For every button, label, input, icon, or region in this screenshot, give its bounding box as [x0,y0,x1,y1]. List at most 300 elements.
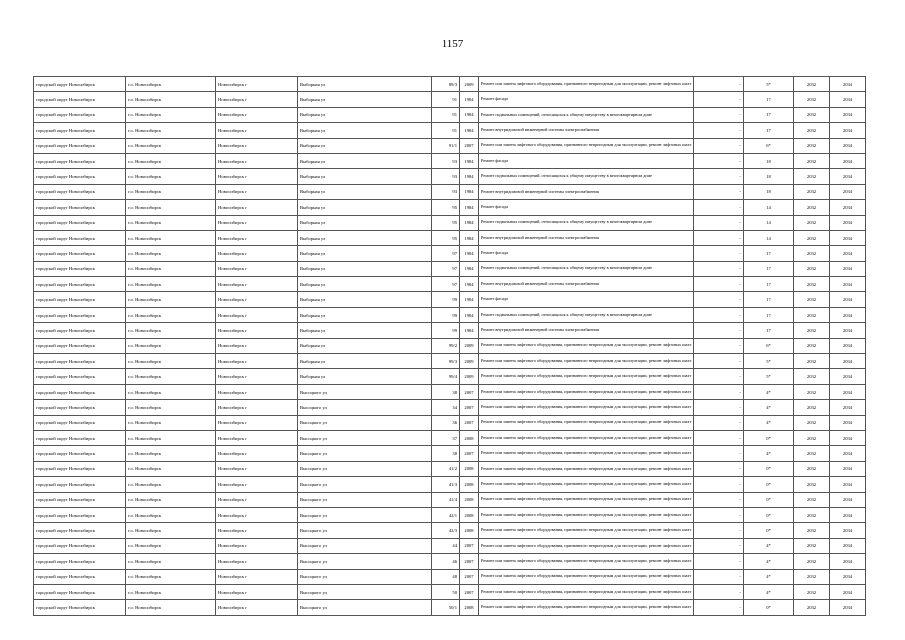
cell-count: 18 [744,169,794,184]
cell-district: г.о. Новосибирск [126,261,216,276]
cell-start-year: 2032 [794,338,830,353]
cell-build-year: 1984 [460,261,479,276]
cell-house-number: 36 [432,415,460,430]
cell-start-year: 2032 [794,523,830,538]
table-row [34,138,866,153]
cell-municipality: городской округ Новосибирск [34,169,126,184]
cell-work-type: Ремонт или замена лифтового оборудования, признанного непригодным для эксплуатации, ремонт лифтовых шахт [479,77,694,92]
cell-municipality: городской округ Новосибирск [34,277,126,292]
cell-count: 4* [744,569,794,584]
cell-count: 17 [744,323,794,338]
cell-count: 5* [744,369,794,384]
cell-build-year: 2008 [460,461,479,476]
cell-locality: Новосибирск г [216,230,298,245]
cell-municipality: городской округ Новосибирск [34,77,126,92]
cell-municipality: городской округ Новосибирск [34,492,126,507]
cell-end-year: 2034 [830,292,866,307]
table-row [34,92,866,107]
cell-blank-col: - [694,92,744,107]
table-row [34,523,866,538]
cell-start-year: 2032 [794,277,830,292]
cell-street: Высоцкого ул [298,538,432,553]
cell-house-number: 93 [432,169,460,184]
cell-district: г.о. Новосибирск [126,461,216,476]
cell-count: 17 [744,261,794,276]
cell-street: Выборная ул [298,246,432,261]
cell-municipality: городской округ Новосибирск [34,323,126,338]
cell-blank-col: - [694,523,744,538]
cell-start-year: 2032 [794,169,830,184]
cell-municipality: городской округ Новосибирск [34,384,126,399]
cell-locality: Новосибирск г [216,200,298,215]
cell-district: г.о. Новосибирск [126,215,216,230]
cell-locality: Новосибирск г [216,415,298,430]
cell-locality: Новосибирск г [216,446,298,461]
registry-table-body [34,77,866,616]
cell-municipality: городской округ Новосибирск [34,523,126,538]
cell-house-number: 34 [432,400,460,415]
cell-work-type: Ремонт подвальных помещений, относящихся к общему имуществу в многоквартирном доме [479,261,694,276]
cell-street: Выборная ул [298,323,432,338]
cell-build-year: 1984 [460,200,479,215]
cell-municipality: городской округ Новосибирск [34,369,126,384]
page-number: 1157 [441,38,464,50]
cell-count: 4* [744,400,794,415]
cell-count: 14 [744,215,794,230]
cell-build-year: 1984 [460,246,479,261]
cell-locality: Новосибирск г [216,77,298,92]
cell-blank-col: - [694,107,744,122]
cell-municipality: городской округ Новосибирск [34,138,126,153]
cell-end-year: 2034 [830,107,866,122]
cell-street: Высоцкого ул [298,477,432,492]
cell-end-year: 2034 [830,415,866,430]
cell-house-number: 93 [432,153,460,168]
cell-street: Высоцкого ул [298,446,432,461]
cell-municipality: городской округ Новосибирск [34,184,126,199]
cell-work-type: Ремонт внутридомовой инженерной системы электроснабжения [479,230,694,245]
cell-municipality: городской округ Новосибирск [34,415,126,430]
table-row [34,430,866,445]
cell-district: г.о. Новосибирск [126,123,216,138]
cell-end-year: 2034 [830,384,866,399]
cell-build-year: 2008 [460,600,479,615]
cell-district: г.о. Новосибирск [126,523,216,538]
table-row [34,369,866,384]
cell-end-year: 2034 [830,200,866,215]
cell-locality: Новосибирск г [216,384,298,399]
cell-district: г.о. Новосибирск [126,107,216,122]
cell-build-year: 1984 [460,307,479,322]
table-row [34,107,866,122]
cell-district: г.о. Новосибирск [126,554,216,569]
cell-blank-col: - [694,584,744,599]
table-row [34,415,866,430]
cell-count: 17 [744,123,794,138]
cell-count: 17 [744,246,794,261]
cell-blank-col: - [694,507,744,522]
cell-house-number: 99 [432,307,460,322]
cell-blank-col: - [694,461,744,476]
cell-work-type: Ремонт или замена лифтового оборудования, признанного непригодным для эксплуатации, ремонт лифтовых шахт [479,138,694,153]
cell-work-type: Ремонт внутридомовой инженерной системы электроснабжения [479,123,694,138]
cell-count: 0* [744,523,794,538]
cell-locality: Новосибирск г [216,123,298,138]
cell-house-number: 95 [432,230,460,245]
cell-district: г.о. Новосибирск [126,184,216,199]
cell-locality: Новосибирск г [216,261,298,276]
cell-street: Высоцкого ул [298,569,432,584]
cell-end-year: 2034 [830,600,866,615]
cell-street: Высоцкого ул [298,430,432,445]
cell-end-year: 2034 [830,584,866,599]
cell-house-number: 95 [432,200,460,215]
cell-end-year: 2034 [830,338,866,353]
cell-build-year: 1984 [460,92,479,107]
cell-municipality: городской округ Новосибирск [34,261,126,276]
cell-district: г.о. Новосибирск [126,538,216,553]
cell-municipality: городской округ Новосибирск [34,92,126,107]
cell-district: г.о. Новосибирск [126,200,216,215]
cell-street: Выборная ул [298,230,432,245]
table-row [34,153,866,168]
cell-street: Выборная ул [298,153,432,168]
cell-end-year: 2034 [830,230,866,245]
cell-blank-col: - [694,354,744,369]
cell-street: Высоцкого ул [298,384,432,399]
cell-start-year: 2032 [794,246,830,261]
table-row [34,184,866,199]
cell-end-year: 2034 [830,261,866,276]
cell-street: Выборная ул [298,200,432,215]
cell-count: 17 [744,292,794,307]
cell-blank-col: - [694,477,744,492]
cell-end-year: 2034 [830,169,866,184]
cell-work-type: Ремонт подвальных помещений, относящихся к общему имуществу в многоквартирном доме [479,215,694,230]
cell-work-type: Ремонт или замена лифтового оборудования, признанного непригодным для эксплуатации, ремонт лифтовых шахт [479,354,694,369]
cell-blank-col: - [694,292,744,307]
cell-count: 17 [744,92,794,107]
cell-count: 0* [744,477,794,492]
cell-blank-col: - [694,138,744,153]
cell-street: Выборная ул [298,215,432,230]
cell-locality: Новосибирск г [216,477,298,492]
cell-street: Выборная ул [298,138,432,153]
cell-district: г.о. Новосибирск [126,169,216,184]
table-row [34,230,866,245]
cell-start-year: 2032 [794,492,830,507]
cell-street: Выборная ул [298,307,432,322]
cell-end-year: 2034 [830,477,866,492]
cell-locality: Новосибирск г [216,507,298,522]
cell-district: г.о. Новосибирск [126,400,216,415]
cell-blank-col: - [694,200,744,215]
cell-municipality: городской округ Новосибирск [34,246,126,261]
cell-end-year: 2034 [830,554,866,569]
cell-work-type: Ремонт или замена лифтового оборудования, признанного непригодным для эксплуатации, ремонт лифтовых шахт [479,446,694,461]
cell-build-year: 2009 [460,369,479,384]
cell-municipality: городской округ Новосибирск [34,538,126,553]
cell-count: 18 [744,184,794,199]
cell-blank-col: - [694,184,744,199]
cell-build-year: 1984 [460,292,479,307]
cell-count: 4* [744,584,794,599]
cell-house-number: 91 [432,92,460,107]
cell-municipality: городской округ Новосибирск [34,430,126,445]
cell-municipality: городской округ Новосибирск [34,400,126,415]
cell-end-year: 2034 [830,507,866,522]
cell-start-year: 2032 [794,584,830,599]
cell-work-type: Ремонт фасада [479,92,694,107]
cell-start-year: 2032 [794,477,830,492]
table-row [34,600,866,615]
cell-count: 0* [744,492,794,507]
cell-count: 17 [744,277,794,292]
cell-district: г.о. Новосибирск [126,246,216,261]
cell-house-number: 50 [432,584,460,599]
cell-start-year: 2032 [794,554,830,569]
cell-work-type: Ремонт фасада [479,200,694,215]
cell-work-type: Ремонт или замена лифтового оборудования, признанного непригодным для эксплуатации, ремонт лифтовых шахт [479,400,694,415]
cell-locality: Новосибирск г [216,492,298,507]
cell-street: Высоцкого ул [298,461,432,476]
cell-end-year: 2034 [830,153,866,168]
cell-count: 4* [744,384,794,399]
cell-municipality: городской округ Новосибирск [34,338,126,353]
table-row [34,200,866,215]
cell-house-number: 91 [432,107,460,122]
cell-street: Высоцкого ул [298,492,432,507]
cell-blank-col: - [694,492,744,507]
cell-district: г.о. Новосибирск [126,323,216,338]
cell-locality: Новосибирск г [216,92,298,107]
cell-start-year: 2032 [794,92,830,107]
table-row [34,261,866,276]
cell-work-type: Ремонт или замена лифтового оборудования, признанного непригодным для эксплуатации, ремонт лифтовых шахт [479,569,694,584]
cell-build-year: 2007 [460,569,479,584]
cell-street: Высоцкого ул [298,400,432,415]
table-row [34,307,866,322]
cell-municipality: городской округ Новосибирск [34,569,126,584]
cell-count: 4* [744,538,794,553]
cell-start-year: 2032 [794,138,830,153]
cell-build-year: 2007 [460,384,479,399]
cell-start-year: 2032 [794,153,830,168]
cell-locality: Новосибирск г [216,569,298,584]
cell-build-year: 1984 [460,215,479,230]
cell-blank-col: - [694,153,744,168]
cell-start-year: 2032 [794,230,830,245]
cell-build-year: 2008 [460,507,479,522]
cell-district: г.о. Новосибирск [126,430,216,445]
cell-count: 18 [744,153,794,168]
cell-count: 14 [744,230,794,245]
cell-street: Высоцкого ул [298,600,432,615]
cell-work-type: Ремонт или замена лифтового оборудования, признанного непригодным для эксплуатации, ремонт лифтовых шахт [479,523,694,538]
cell-municipality: городской округ Новосибирск [34,507,126,522]
cell-blank-col: - [694,261,744,276]
cell-end-year: 2034 [830,461,866,476]
cell-blank-col: - [694,246,744,261]
cell-build-year: 1984 [460,323,479,338]
cell-count: 5* [744,77,794,92]
table-row [34,77,866,92]
cell-start-year: 2032 [794,461,830,476]
cell-district: г.о. Новосибирск [126,446,216,461]
cell-start-year: 2032 [794,184,830,199]
cell-municipality: городской округ Новосибирск [34,446,126,461]
cell-locality: Новосибирск г [216,523,298,538]
cell-street: Выборная ул [298,292,432,307]
cell-count: 4* [744,446,794,461]
cell-house-number: 89/3 [432,77,460,92]
cell-work-type: Ремонт или замена лифтового оборудования, признанного непригодным для эксплуатации, ремонт лифтовых шахт [479,338,694,353]
cell-house-number: 97 [432,277,460,292]
cell-build-year: 1984 [460,169,479,184]
cell-build-year: 2007 [460,400,479,415]
cell-start-year: 2032 [794,292,830,307]
cell-build-year: 2007 [460,584,479,599]
cell-work-type: Ремонт фасада [479,246,694,261]
cell-start-year: 2032 [794,400,830,415]
table-row [34,538,866,553]
cell-end-year: 2034 [830,123,866,138]
cell-start-year: 2032 [794,307,830,322]
cell-house-number: 38 [432,446,460,461]
cell-blank-col: - [694,230,744,245]
table-row [34,292,866,307]
cell-start-year: 2032 [794,415,830,430]
cell-end-year: 2034 [830,354,866,369]
cell-blank-col: - [694,400,744,415]
cell-locality: Новосибирск г [216,400,298,415]
cell-street: Выборная ул [298,169,432,184]
table-row [34,507,866,522]
cell-house-number: 44 [432,538,460,553]
cell-start-year: 2032 [794,600,830,615]
cell-street: Выборная ул [298,277,432,292]
cell-build-year: 2007 [460,415,479,430]
cell-build-year: 1984 [460,277,479,292]
cell-locality: Новосибирск г [216,461,298,476]
table-row [34,246,866,261]
cell-build-year: 2007 [460,554,479,569]
cell-blank-col: - [694,430,744,445]
cell-locality: Новосибирск г [216,169,298,184]
registry-table [33,76,866,616]
cell-count: 0* [744,507,794,522]
cell-build-year: 2009 [460,338,479,353]
cell-start-year: 2032 [794,123,830,138]
cell-house-number: 99/2 [432,338,460,353]
cell-end-year: 2034 [830,430,866,445]
cell-locality: Новосибирск г [216,323,298,338]
cell-end-year: 2034 [830,92,866,107]
cell-work-type: Ремонт или замена лифтового оборудования, признанного непригодным для эксплуатации, ремонт лифтовых шахт [479,369,694,384]
cell-street: Выборная ул [298,184,432,199]
cell-municipality: городской округ Новосибирск [34,584,126,599]
cell-street: Высоцкого ул [298,584,432,599]
cell-house-number: 46 [432,554,460,569]
cell-blank-col: - [694,415,744,430]
cell-municipality: городской округ Новосибирск [34,292,126,307]
cell-blank-col: - [694,600,744,615]
cell-house-number: 99 [432,323,460,338]
cell-locality: Новосибирск г [216,184,298,199]
cell-blank-col: - [694,538,744,553]
cell-work-type: Ремонт или замена лифтового оборудования, признанного непригодным для эксплуатации, ремонт лифтовых шахт [479,430,694,445]
cell-work-type: Ремонт внутридомовой инженерной системы электроснабжения [479,323,694,338]
cell-end-year: 2034 [830,307,866,322]
cell-district: г.о. Новосибирск [126,569,216,584]
cell-locality: Новосибирск г [216,354,298,369]
table-row [34,400,866,415]
cell-work-type: Ремонт подвальных помещений, относящихся к общему имуществу в многоквартирном доме [479,307,694,322]
cell-start-year: 2032 [794,107,830,122]
cell-blank-col: - [694,554,744,569]
cell-house-number: 99 [432,292,460,307]
cell-blank-col: - [694,123,744,138]
cell-build-year: 2009 [460,354,479,369]
cell-end-year: 2034 [830,277,866,292]
cell-district: г.о. Новосибирск [126,307,216,322]
cell-build-year: 1984 [460,153,479,168]
cell-count: 0* [744,600,794,615]
cell-locality: Новосибирск г [216,600,298,615]
cell-locality: Новосибирск г [216,153,298,168]
cell-locality: Новосибирск г [216,369,298,384]
cell-end-year: 2034 [830,492,866,507]
cell-blank-col: - [694,277,744,292]
cell-end-year: 2034 [830,215,866,230]
cell-count: 14 [744,200,794,215]
cell-start-year: 2032 [794,354,830,369]
table-row [34,492,866,507]
cell-house-number: 38 [432,384,460,399]
cell-municipality: городской округ Новосибирск [34,153,126,168]
cell-work-type: Ремонт или замена лифтового оборудования, признанного непригодным для эксплуатации, ремонт лифтовых шахт [479,554,694,569]
cell-blank-col: - [694,384,744,399]
cell-municipality: городской округ Новосибирск [34,107,126,122]
table-row [34,123,866,138]
cell-district: г.о. Новосибирск [126,477,216,492]
cell-work-type: Ремонт фасада [479,153,694,168]
cell-work-type: Ремонт фасада [479,292,694,307]
cell-district: г.о. Новосибирск [126,138,216,153]
cell-build-year: 1984 [460,184,479,199]
table-row [34,554,866,569]
cell-work-type: Ремонт или замена лифтового оборудования, признанного непригодным для эксплуатации, ремонт лифтовых шахт [479,477,694,492]
cell-work-type: Ремонт или замена лифтового оборудования, признанного непригодным для эксплуатации, ремонт лифтовых шахт [479,415,694,430]
cell-street: Высоцкого ул [298,523,432,538]
cell-house-number: 97 [432,246,460,261]
table-row [34,446,866,461]
cell-start-year: 2032 [794,430,830,445]
cell-street: Выборная ул [298,77,432,92]
cell-count: 0* [744,461,794,476]
cell-locality: Новосибирск г [216,338,298,353]
cell-start-year: 2032 [794,323,830,338]
cell-district: г.о. Новосибирск [126,92,216,107]
cell-work-type: Ремонт подвальных помещений, относящихся к общему имуществу в многоквартирном доме [479,169,694,184]
cell-count: 6* [744,138,794,153]
cell-house-number: 93 [432,184,460,199]
cell-district: г.о. Новосибирск [126,292,216,307]
cell-count: 0* [744,430,794,445]
cell-work-type: Ремонт или замена лифтового оборудования, признанного непригодным для эксплуатации, ремонт лифтовых шахт [479,384,694,399]
cell-end-year: 2034 [830,523,866,538]
cell-locality: Новосибирск г [216,277,298,292]
